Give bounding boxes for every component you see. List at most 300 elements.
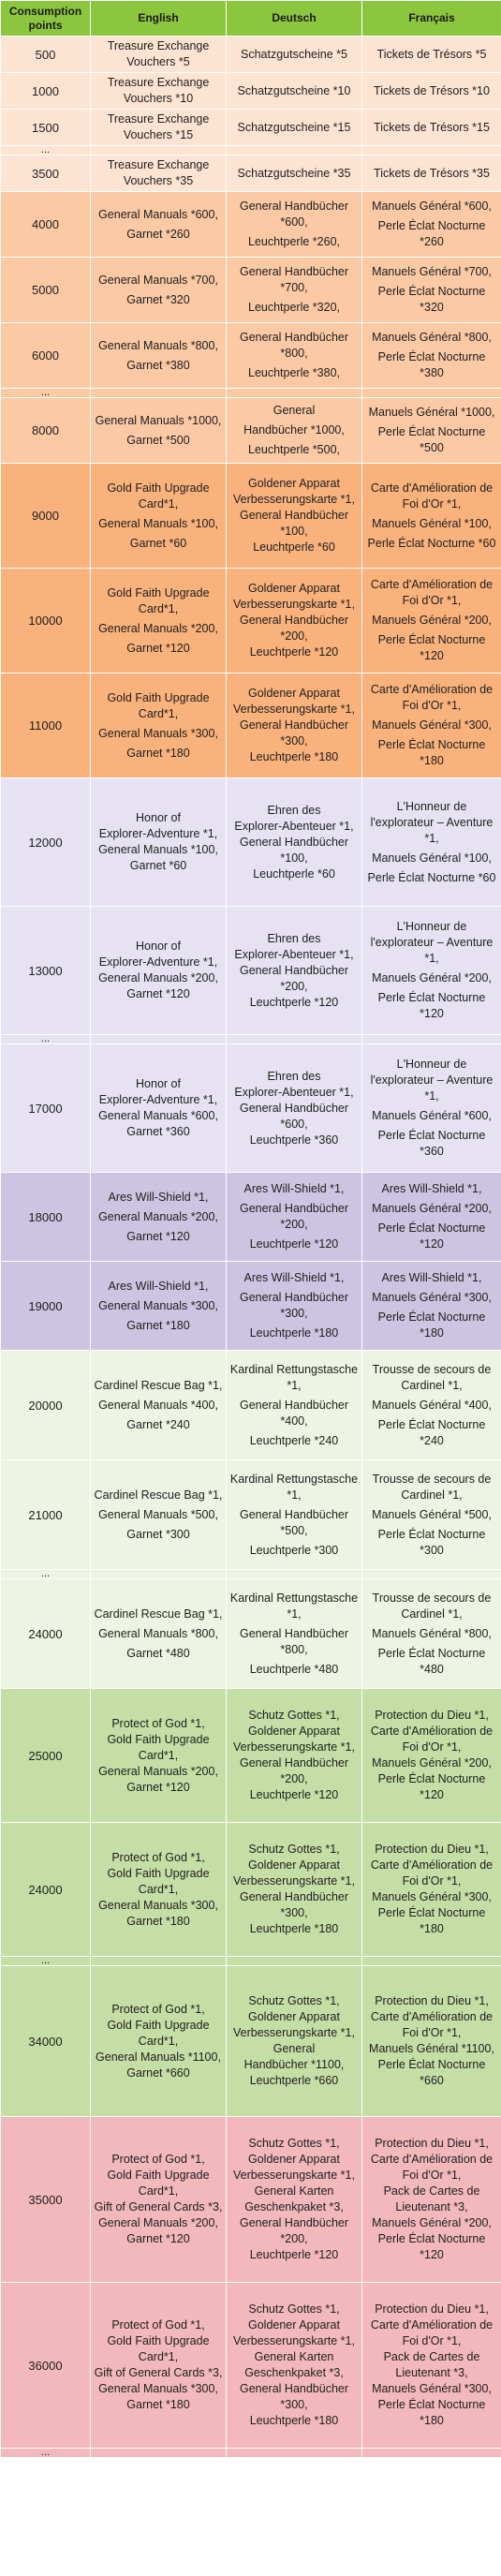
reward-line: Ares Will-Shield *1,	[108, 1190, 209, 1204]
ellipsis-empty-cell	[91, 1570, 227, 1579]
reward-line: Garnet *60	[129, 859, 187, 872]
reward-line: Protection du Dieu *1,	[375, 1994, 489, 2007]
ellipsis-row	[1, 1035, 501, 1044]
english-cell	[91, 2283, 227, 2449]
francais-cell	[362, 1351, 501, 1460]
reward-line: Garnet *120	[126, 987, 190, 1000]
points-cell: 21000	[1, 1460, 91, 1570]
table-row	[1, 258, 501, 323]
table-row	[1, 2117, 501, 2283]
reward-line: General Handbücher *200,	[239, 963, 349, 993]
reward-line: Garnet *260	[126, 227, 190, 241]
reward-line: Ares Will-Shield *1,	[243, 1271, 345, 1284]
reward-line: Garnet *180	[126, 1914, 190, 1928]
points-cell: 17000	[1, 1044, 91, 1173]
francais-cell	[362, 37, 501, 73]
reward-line: Gold Faith Upgrade Card*1,	[107, 585, 210, 615]
reward-line: Manuels Général *100,	[372, 516, 492, 530]
francais-cell	[362, 569, 501, 674]
reward-line: Perle Éclat Nocturne *240	[377, 1417, 486, 1447]
reward-line: Perle Éclat Nocturne *120	[377, 2232, 486, 2261]
reward-line: Protect of God *1,	[111, 1716, 205, 1730]
reward-line: General Karten Geschenkpaket *3,	[244, 2350, 344, 2379]
reward-line: Manuels Général *200,	[372, 971, 492, 985]
ellipsis-empty-cell	[227, 1035, 362, 1044]
reward-line: General Manuals *200,	[98, 2216, 218, 2229]
table-row	[1, 1173, 501, 1262]
reward-line: Verbesserungskarte *1,	[233, 2334, 355, 2347]
points-cell: 25000	[1, 1689, 91, 1823]
reward-line: Leuchtperle *260,	[248, 235, 340, 248]
points-cell: 6000	[1, 323, 91, 389]
reward-line: Garnet *60	[129, 536, 187, 550]
reward-line: Pack de Cartes de Lieutenant *3,	[383, 2350, 480, 2379]
reward-line: Leuchtperle *180	[249, 1326, 339, 1340]
reward-line: Leuchtperle *320,	[248, 301, 340, 314]
reward-line: Schutz Gottes *1,	[248, 1843, 340, 1856]
ellipsis-cell: ...	[1, 146, 91, 155]
english-cell	[91, 1689, 227, 1823]
points-cell: 20000	[1, 1351, 91, 1460]
reward-line: Leuchtperle *120	[249, 995, 339, 1009]
francais-cell	[362, 1173, 501, 1262]
reward-line: Leuchtperle *500,	[248, 443, 340, 456]
table-row	[1, 1823, 501, 1957]
reward-line: Carte d'Amélioration de Foi d'Or *1,	[370, 2153, 494, 2182]
reward-line: Manuels Général *800,	[372, 331, 492, 344]
reward-line: Perle Éclat Nocturne *300	[377, 1527, 486, 1557]
reward-line: Garnet *360	[126, 1125, 190, 1138]
english-cell	[91, 778, 227, 907]
reward-line: General	[273, 2042, 316, 2055]
ellipsis-empty-cell	[91, 2449, 227, 2458]
table-row	[1, 674, 501, 778]
reward-line: Garnet *300	[126, 1527, 190, 1541]
ellipsis-row	[1, 1957, 501, 1966]
reward-line: Explorer-Adventure *1,	[98, 827, 218, 840]
reward-line: Treasure Exchange Vouchers *5	[107, 39, 210, 68]
reward-line: General Handbücher *300,	[239, 1890, 349, 1919]
francais-cell	[362, 110, 501, 146]
table-row	[1, 73, 501, 110]
ellipsis-cell: ...	[1, 2449, 91, 2458]
ellipsis-cell: ...	[1, 389, 91, 398]
ellipsis-empty-cell	[91, 389, 227, 398]
points-cell: 4000	[1, 192, 91, 258]
table-row	[1, 2283, 501, 2449]
table-row	[1, 323, 501, 389]
reward-line: General Karten Geschenkpaket *3,	[244, 2184, 344, 2213]
reward-line: Leuchtperle *240	[249, 1433, 339, 1447]
reward-line: Perle Éclat Nocturne *360	[377, 1129, 486, 1158]
reward-line: Leuchtperle *480	[249, 1662, 339, 1676]
reward-line: Leuchtperle *360	[249, 1133, 339, 1147]
reward-line: Garnet *480	[126, 1646, 190, 1660]
reward-line: Goldener Apparat	[248, 1858, 340, 1872]
points-cell: 10000	[1, 569, 91, 674]
reward-line: Perle Éclat Nocturne *260	[377, 219, 486, 248]
reward-line: Explorer-Abenteuer *1,	[234, 1085, 354, 1099]
ellipsis-empty-cell	[362, 2449, 501, 2458]
table-row	[1, 37, 501, 73]
table-row	[1, 110, 501, 146]
reward-line: Schatzgutscheine *5	[241, 47, 347, 61]
deutsch-cell	[227, 1173, 362, 1262]
reward-line: Gold Faith Upgrade Card*1,	[107, 690, 210, 720]
reward-line: General Manuals *300,	[98, 1898, 218, 1912]
points-cell: 1500	[1, 110, 91, 146]
english-cell	[91, 569, 227, 674]
ellipsis-empty-cell	[91, 146, 227, 155]
reward-line: Treasure Exchange Vouchers *10	[107, 76, 210, 105]
ellipsis-row	[1, 2449, 501, 2458]
reward-line: Pack de Cartes de Lieutenant *3,	[383, 2184, 480, 2213]
deutsch-cell	[227, 1351, 362, 1460]
reward-line: Manuels Général *200,	[372, 1202, 492, 1215]
reward-line: General Manuals *200,	[98, 621, 218, 635]
francais-cell	[362, 1689, 501, 1823]
reward-line: Manuels Général *1100,	[369, 2042, 494, 2055]
reward-line: Ehren des	[267, 931, 321, 945]
ellipsis-cell: ...	[1, 1035, 91, 1044]
deutsch-cell	[227, 569, 362, 674]
table-row	[1, 1579, 501, 1689]
reward-line: Gold Faith Upgrade Card*1,	[107, 1866, 210, 1896]
english-cell	[91, 37, 227, 73]
english-cell	[91, 907, 227, 1035]
reward-line: Carte d'Amélioration de Foi d'Or *1,	[370, 683, 494, 712]
reward-line: General Manuals *200,	[98, 971, 218, 985]
reward-line: Verbesserungskarte *1,	[233, 703, 355, 716]
reward-line: Leuchtperle *300	[249, 1543, 339, 1557]
reward-line: Kardinal Rettungstasche *1,	[229, 1472, 359, 1502]
reward-line: Garnet *120	[126, 2232, 190, 2245]
reward-line: Gold Faith Upgrade Card*1,	[107, 2018, 210, 2048]
reward-line: General Handbücher *200,	[239, 1756, 349, 1785]
english-cell	[91, 155, 227, 192]
reward-line: Manuels Général *300,	[372, 718, 492, 732]
reward-line: Tickets de Trésors *15	[374, 120, 490, 134]
reward-line: Leuchtperle *120	[249, 2248, 339, 2261]
reward-line: General Handbücher *500,	[239, 1507, 349, 1537]
reward-line: Perle Éclat Nocturne *120	[377, 633, 486, 662]
reward-line: Perle Éclat Nocturne *660	[377, 2058, 486, 2087]
reward-line: Honor of	[136, 940, 181, 953]
reward-line: L'Honneur de l'explorateur – Aventure *1,	[370, 920, 494, 965]
deutsch-cell	[227, 1460, 362, 1570]
reward-line: Garnet *180	[126, 2398, 190, 2411]
reward-line: Perle Éclat Nocturne *180	[377, 1310, 486, 1340]
table-row	[1, 192, 501, 258]
reward-line: Goldener Apparat	[248, 477, 340, 490]
deutsch-cell	[227, 2283, 362, 2449]
reward-line: Trousse de secours de Cardinel *1,	[372, 1362, 492, 1392]
reward-line: Manuels Général *400,	[372, 1398, 492, 1412]
deutsch-cell	[227, 464, 362, 569]
reward-line: General Manuals *1100,	[96, 2050, 221, 2064]
reward-line: Protect of God *1,	[111, 1850, 205, 1864]
reward-line: Perle Éclat Nocturne *120	[377, 1772, 486, 1801]
reward-line: Protection du Dieu *1,	[375, 2302, 489, 2316]
reward-line: Goldener Apparat	[248, 687, 340, 700]
table-row	[1, 1044, 501, 1173]
reward-line: Goldener Apparat	[248, 2318, 340, 2332]
reward-line: Protection du Dieu *1,	[375, 1709, 489, 1722]
english-cell	[91, 1173, 227, 1262]
reward-line: Schutz Gottes *1,	[248, 1994, 340, 2007]
points-cell: 19000	[1, 1262, 91, 1351]
header-consumption-points: Consumption points	[1, 1, 91, 37]
ellipsis-empty-cell	[227, 389, 362, 398]
reward-line: General Handbücher *800,	[239, 331, 349, 360]
english-cell	[91, 73, 227, 110]
deutsch-cell	[227, 1823, 362, 1957]
reward-line: Goldener Apparat	[248, 1725, 340, 1738]
francais-cell	[362, 192, 501, 258]
francais-cell	[362, 778, 501, 907]
reward-line: Leuchtperle *120	[249, 1237, 339, 1251]
francais-cell	[362, 1460, 501, 1570]
table-row	[1, 464, 501, 569]
deutsch-cell	[227, 155, 362, 192]
deutsch-cell	[227, 2117, 362, 2283]
reward-line: Perle Éclat Nocturne *180	[377, 1906, 486, 1935]
reward-line: General Handbücher *600,	[239, 1101, 349, 1131]
reward-line: General Handbücher *600,	[239, 200, 349, 229]
reward-line: Garnet *320	[126, 292, 190, 306]
reward-line: Honor of	[136, 1077, 181, 1090]
reward-line: Schutz Gottes *1,	[248, 1709, 340, 1722]
reward-line: Carte d'Amélioration de Foi d'Or *1,	[370, 1858, 494, 1888]
ellipsis-empty-cell	[227, 1570, 362, 1579]
reward-line: Leuchtperle *180	[249, 1922, 339, 1935]
reward-line: General Manuals *500,	[98, 1507, 218, 1521]
ellipsis-empty-cell	[362, 1035, 501, 1044]
ellipsis-empty-cell	[91, 1035, 227, 1044]
francais-cell	[362, 1966, 501, 2117]
reward-line: Schatzgutscheine *10	[237, 83, 351, 97]
deutsch-cell	[227, 674, 362, 778]
reward-line: Protect of God *1,	[111, 2153, 205, 2166]
table-row	[1, 1966, 501, 2117]
points-cell: 5000	[1, 258, 91, 323]
reward-line: Manuels Général *300,	[372, 1890, 492, 1903]
francais-cell	[362, 323, 501, 389]
francais-cell	[362, 1262, 501, 1351]
ellipsis-row	[1, 1570, 501, 1579]
reward-line: Verbesserungskarte *1,	[233, 1874, 355, 1888]
reward-line: General Manuals *600,	[98, 207, 218, 221]
header-francais: Français	[362, 1, 501, 37]
reward-line: General Handbücher *300,	[239, 1291, 349, 1320]
reward-line: Manuels Général *600,	[372, 1109, 492, 1122]
reward-line: Gold Faith Upgrade Card*1,	[107, 481, 210, 511]
reward-line: Manuels Général *700,	[372, 265, 492, 278]
reward-line: Ares Will-Shield *1,	[108, 1279, 209, 1293]
reward-line: Cardinel Rescue Bag *1,	[94, 1606, 223, 1621]
deutsch-cell	[227, 192, 362, 258]
reward-line: General Handbücher *200,	[239, 614, 349, 643]
table-row	[1, 1351, 501, 1460]
ellipsis-cell: ...	[1, 1570, 91, 1579]
reward-line: Gift of General Cards *3,	[94, 2200, 223, 2213]
reward-line: General Handbücher *100,	[239, 509, 349, 538]
francais-cell	[362, 464, 501, 569]
points-cell: 18000	[1, 1173, 91, 1262]
reward-line: Manuels Général *200,	[372, 2216, 492, 2229]
reward-line: Ehren des	[267, 1069, 321, 1083]
reward-line: Garnet *180	[126, 746, 190, 760]
english-cell	[91, 1823, 227, 1957]
points-cell: 13000	[1, 907, 91, 1035]
points-cell: 36000	[1, 2283, 91, 2449]
english-cell	[91, 110, 227, 146]
francais-cell	[362, 2283, 501, 2449]
points-cell: 34000	[1, 1966, 91, 2117]
reward-line: Manuels Général *300,	[372, 2382, 492, 2395]
english-cell	[91, 2117, 227, 2283]
reward-line: Carte d'Amélioration de Foi d'Or *1,	[370, 578, 494, 607]
table-row	[1, 155, 501, 192]
reward-line: Manuels Général *800,	[372, 1626, 492, 1640]
reward-line: Carte d'Amélioration de Foi d'Or *1,	[370, 1725, 494, 1754]
francais-cell	[362, 258, 501, 323]
francais-cell	[362, 1044, 501, 1173]
reward-line: Garnet *500	[126, 433, 190, 447]
reward-line: Perle Éclat Nocturne *60	[367, 870, 496, 884]
reward-line: Verbesserungskarte *1,	[233, 598, 355, 611]
header-deutsch: Deutsch	[227, 1, 362, 37]
ellipsis-row	[1, 389, 501, 398]
reward-line: Ares Will-Shield *1,	[381, 1182, 482, 1195]
table-body	[1, 37, 501, 2458]
reward-line: Trousse de secours de Cardinel *1,	[372, 1591, 492, 1621]
english-cell	[91, 398, 227, 464]
deutsch-cell	[227, 907, 362, 1035]
reward-line: Explorer-Adventure *1,	[98, 955, 218, 969]
francais-cell	[362, 73, 501, 110]
reward-line: Leuchtperle *180	[249, 2414, 339, 2427]
reward-line: Leuchtperle *60	[253, 866, 335, 881]
english-cell	[91, 1966, 227, 2117]
reward-line: Schutz Gottes *1,	[248, 2137, 340, 2150]
points-cell: 35000	[1, 2117, 91, 2283]
ellipsis-empty-cell	[227, 2449, 362, 2458]
reward-line: Manuels Général *300,	[372, 1291, 492, 1304]
reward-line: Garnet *180	[126, 1318, 190, 1332]
reward-line: Carte d'Amélioration de Foi d'Or *1,	[370, 2010, 494, 2039]
reward-line: Protect of God *1,	[111, 2318, 205, 2332]
reward-line: Schatzgutscheine *15	[237, 120, 351, 134]
reward-line: Schutz Gottes *1,	[248, 2302, 340, 2316]
reward-line: Perle Éclat Nocturne *500	[377, 425, 486, 454]
reward-line: Manuels Général *200,	[372, 614, 492, 627]
reward-line: General Handbücher *300,	[239, 718, 349, 748]
points-cell: 1000	[1, 73, 91, 110]
table-row	[1, 1460, 501, 1570]
reward-line: Gold Faith Upgrade Card*1,	[107, 2334, 210, 2363]
reward-line: Goldener Apparat	[248, 582, 340, 595]
reward-line: General Manuals *800,	[98, 1626, 218, 1640]
reward-line: Cardinel Rescue Bag *1,	[94, 1488, 223, 1502]
points-cell: 3500	[1, 155, 91, 192]
points-cell: 9000	[1, 464, 91, 569]
table-row	[1, 569, 501, 674]
reward-line: Ares Will-Shield *1,	[381, 1271, 482, 1284]
reward-line: Garnet *120	[126, 1229, 190, 1243]
reward-line: Kardinal Rettungstasche *1,	[229, 1591, 359, 1621]
reward-line: Handbücher *1000,	[243, 423, 345, 437]
deutsch-cell	[227, 1966, 362, 2117]
points-cell: 24000	[1, 1823, 91, 1957]
reward-line: General Manuals *300,	[98, 1298, 218, 1312]
reward-line: Schatzgutscheine *35	[237, 166, 351, 180]
reward-line: Perle Éclat Nocturne *180	[377, 2398, 486, 2427]
points-cell: 11000	[1, 674, 91, 778]
reward-line: Explorer-Adventure *1,	[98, 1093, 218, 1106]
ellipsis-empty-cell	[362, 389, 501, 398]
reward-line: Manuels Général *200,	[372, 1756, 492, 1769]
reward-line: Gold Faith Upgrade Card*1,	[107, 1732, 210, 1762]
reward-line: General Handbücher *400,	[239, 1398, 349, 1428]
reward-line: Leuchtperle *660	[249, 2074, 339, 2087]
reward-line: Tickets de Trésors *5	[376, 47, 487, 61]
reward-line: Perle Éclat Nocturne *120	[377, 1221, 486, 1251]
reward-line: Treasure Exchange Vouchers *35	[107, 158, 210, 187]
reward-line: Protection du Dieu *1,	[375, 1843, 489, 1856]
points-cell: 8000	[1, 398, 91, 464]
reward-line: Perle Éclat Nocturne *380	[377, 350, 486, 379]
reward-line: Garnet *120	[126, 1780, 190, 1794]
reward-line: General Manuals *1000,	[95, 413, 222, 427]
reward-line: Tickets de Trésors *35	[374, 166, 490, 180]
english-cell	[91, 674, 227, 778]
francais-cell	[362, 155, 501, 192]
english-cell	[91, 1579, 227, 1689]
reward-line: General Handbücher *300,	[239, 2382, 349, 2411]
reward-line: L'Honneur de l'explorateur – Aventure *1,	[370, 1058, 494, 1103]
table-header	[1, 1, 501, 37]
francais-cell	[362, 398, 501, 464]
reward-line: Manuels Général *100,	[372, 851, 492, 865]
reward-line: Verbesserungskarte *1,	[233, 2026, 355, 2039]
reward-line: Leuchtperle *380,	[248, 366, 340, 379]
table-row	[1, 1262, 501, 1351]
reward-line: Garnet *660	[126, 2065, 190, 2080]
ellipsis-empty-cell	[362, 1957, 501, 1966]
reward-line: General Handbücher *100,	[239, 835, 349, 865]
reward-line: General Manuals *300,	[98, 2382, 218, 2395]
deutsch-cell	[227, 258, 362, 323]
reward-line: Cardinel Rescue Bag *1,	[94, 1378, 223, 1392]
reward-line: Handbücher *1100,	[243, 2058, 345, 2071]
ellipsis-empty-cell	[91, 1957, 227, 1966]
deutsch-cell	[227, 398, 362, 464]
table-row	[1, 1689, 501, 1823]
reward-line: General Manuals *300,	[98, 726, 218, 740]
header-english: English	[91, 1, 227, 37]
deutsch-cell	[227, 110, 362, 146]
reward-line: Honor of	[136, 811, 181, 824]
reward-line: Verbesserungskarte *1,	[233, 2169, 355, 2182]
reward-line: Trousse de secours de Cardinel *1,	[372, 1472, 492, 1502]
reward-line: General Manuals *600,	[98, 1109, 218, 1122]
reward-line: Goldener Apparat	[248, 2010, 340, 2023]
reward-line: General Handbücher *200,	[239, 2216, 349, 2245]
reward-line: Explorer-Abenteuer *1,	[234, 819, 354, 833]
reward-line: General Handbücher *800,	[239, 1626, 349, 1656]
francais-cell	[362, 907, 501, 1035]
